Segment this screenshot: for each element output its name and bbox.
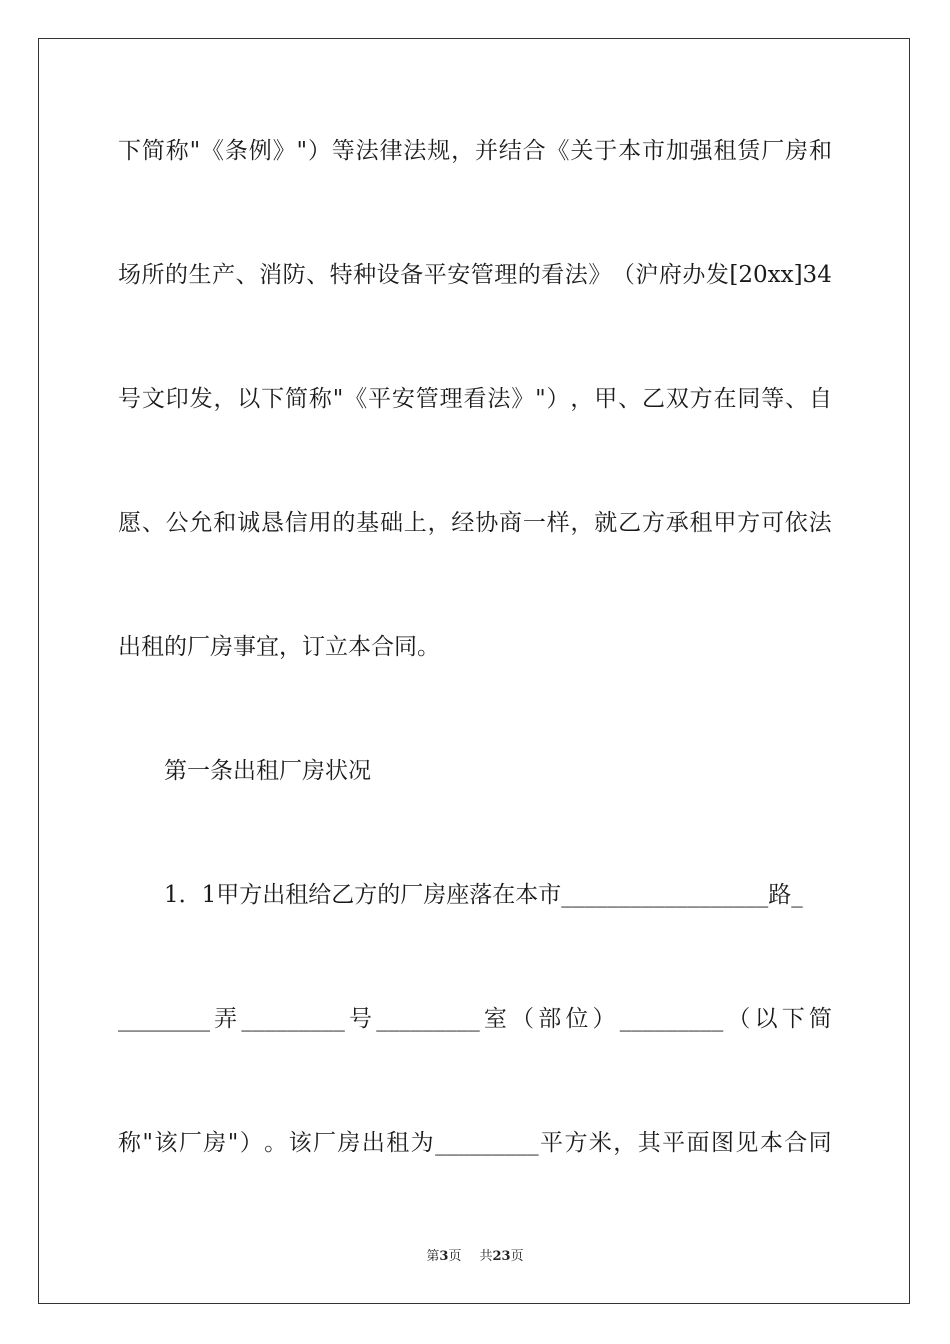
text-glyph: _________ xyxy=(241,1006,345,1032)
text-glyph: 信 xyxy=(284,510,308,536)
text-glyph: ） xyxy=(592,1006,616,1032)
text-glyph: 甲 xyxy=(594,386,618,412)
total-pages: 23 xyxy=(492,1249,511,1264)
text-glyph: 理 xyxy=(494,262,518,288)
text-glyph: 简 xyxy=(285,386,309,412)
text-glyph: 强 xyxy=(689,138,713,164)
text-glyph: 特 xyxy=(329,262,353,288)
text-glyph: 法 xyxy=(564,262,588,288)
text-glyph: （ xyxy=(611,262,635,288)
text-glyph: ） xyxy=(307,138,331,164)
text-glyph: ） xyxy=(546,386,570,412)
text-glyph: 甲 xyxy=(713,510,737,536)
text-glyph: 和 xyxy=(213,510,237,536)
text-glyph: 生 xyxy=(188,262,212,288)
text-glyph: 律 xyxy=(379,138,403,164)
text-glyph: 米 xyxy=(588,1130,612,1156)
text-glyph: 同 xyxy=(808,1130,832,1156)
text-glyph: 下 xyxy=(781,1006,805,1032)
text-glyph: 发 xyxy=(705,262,729,288)
text-glyph: 安 xyxy=(447,262,471,288)
text-glyph: 该 xyxy=(154,1130,178,1156)
text-glyph: 、 xyxy=(141,510,165,536)
text-glyph: 《 xyxy=(546,138,570,164)
text-glyph: 法 xyxy=(403,138,427,164)
text-glyph: ， xyxy=(213,386,237,412)
text-glyph: ， xyxy=(451,138,475,164)
text-glyph: （ xyxy=(511,1006,535,1032)
text-glyph: 本 xyxy=(759,1130,783,1156)
text-glyph: 方 xyxy=(689,386,713,412)
text-glyph: 》 xyxy=(272,138,296,164)
text-glyph: " xyxy=(535,386,546,412)
text-glyph: 方 xyxy=(737,510,761,536)
text-glyph: 防 xyxy=(282,262,306,288)
text-glyph: 房 xyxy=(203,1130,227,1156)
text-glyph: 简 xyxy=(808,1006,832,1032)
text-glyph: 设 xyxy=(376,262,400,288)
text-glyph: 就 xyxy=(594,510,618,536)
text-glyph: 例 xyxy=(248,138,272,164)
text-glyph: 《 xyxy=(344,386,368,412)
text-glyph: 号 xyxy=(349,1006,373,1032)
text-glyph: " xyxy=(142,1130,154,1156)
text-glyph: " xyxy=(296,138,308,164)
text-glyph: 见 xyxy=(735,1130,759,1156)
text-glyph: 关 xyxy=(570,138,594,164)
page-border xyxy=(38,38,910,1304)
text-glyph: 。 xyxy=(264,1130,288,1156)
page-footer xyxy=(0,1248,950,1266)
text-glyph: 《 xyxy=(201,138,225,164)
text-glyph: 印 xyxy=(165,386,189,412)
text-glyph: 称 xyxy=(308,386,332,412)
text-glyph: 办 xyxy=(682,262,706,288)
text-glyph: 厂 xyxy=(178,1130,202,1156)
page-suffix: 页 xyxy=(448,1249,462,1264)
text-glyph: 平 xyxy=(423,262,447,288)
text-glyph: 、 xyxy=(785,386,809,412)
text-glyph: ， xyxy=(570,510,594,536)
text-glyph: 加 xyxy=(665,138,689,164)
total-suffix: 页 xyxy=(510,1249,524,1264)
text-glyph: 恳 xyxy=(260,510,284,536)
text-glyph: 面 xyxy=(686,1130,710,1156)
text-glyph: 等 xyxy=(331,138,355,164)
text-glyph: 下 xyxy=(118,138,141,164)
text-glyph: 依 xyxy=(784,510,808,536)
text-glyph: 乙 xyxy=(618,510,642,536)
text-glyph: ________ xyxy=(118,1006,210,1032)
section-heading: 第一条出租厂房状况 xyxy=(164,758,371,784)
text-glyph: 平 xyxy=(662,1130,686,1156)
page-prefix: 第 xyxy=(426,1249,440,1264)
text-glyph: 协 xyxy=(475,510,499,536)
text-glyph: 府 xyxy=(658,262,682,288)
text-glyph: 法 xyxy=(808,510,832,536)
text-glyph: 、 xyxy=(618,386,642,412)
text-glyph: 平 xyxy=(540,1130,564,1156)
text-glyph: ， xyxy=(570,386,594,412)
text-glyph: 经 xyxy=(451,510,475,536)
text-glyph: 合 xyxy=(784,1130,808,1156)
text-glyph: 称 xyxy=(165,138,189,164)
text-glyph: 租 xyxy=(689,510,713,536)
text-glyph: 条 xyxy=(224,138,248,164)
text-glyph: 消 xyxy=(259,262,283,288)
text-glyph: [20xx]34 xyxy=(729,262,832,288)
text-glyph: 基 xyxy=(356,510,380,536)
text-glyph: _________ xyxy=(435,1130,539,1156)
body-line-4 xyxy=(118,508,832,538)
text-glyph: 并 xyxy=(474,138,498,164)
text-glyph: 承 xyxy=(665,510,689,536)
body-line-5: 出租的厂房事宜，订立本合同。 xyxy=(118,634,440,660)
body-line-3 xyxy=(118,384,832,414)
text-glyph: 发 xyxy=(189,386,213,412)
text-glyph: 管 xyxy=(415,386,439,412)
text-glyph: 合 xyxy=(522,138,546,164)
text-glyph: 规 xyxy=(427,138,451,164)
text-glyph: ， xyxy=(427,510,451,536)
text-glyph: " xyxy=(227,1130,239,1156)
text-glyph: 备 xyxy=(400,262,424,288)
text-glyph: 以 xyxy=(237,386,261,412)
text-glyph: _________ xyxy=(376,1006,480,1032)
text-glyph: 平 xyxy=(368,386,392,412)
text-glyph: 文 xyxy=(141,386,165,412)
text-glyph: _________ xyxy=(619,1006,724,1032)
text-glyph: 种 xyxy=(353,262,377,288)
text-glyph: 称 xyxy=(118,1130,141,1156)
text-glyph: 厂 xyxy=(761,138,785,164)
text-glyph: 简 xyxy=(141,138,165,164)
text-glyph: 看 xyxy=(463,386,487,412)
text-glyph: 公 xyxy=(165,510,189,536)
text-glyph: 以 xyxy=(754,1006,778,1032)
text-glyph: 号 xyxy=(118,386,141,412)
text-glyph: 在 xyxy=(713,386,737,412)
text-glyph: 图 xyxy=(710,1130,734,1156)
text-glyph: 同 xyxy=(737,386,761,412)
text-glyph: 等 xyxy=(761,386,785,412)
body-line-8 xyxy=(118,1004,832,1034)
text-glyph: 、 xyxy=(306,262,330,288)
text-glyph: 沪 xyxy=(635,262,659,288)
text-glyph: 的 xyxy=(332,510,356,536)
text-glyph: 产 xyxy=(212,262,236,288)
text-glyph: 自 xyxy=(808,386,832,412)
text-glyph: 本 xyxy=(618,138,642,164)
text-glyph: 于 xyxy=(594,138,618,164)
text-glyph: 弄 xyxy=(214,1006,238,1032)
text-glyph: 的 xyxy=(165,262,189,288)
text-glyph: 市 xyxy=(641,138,665,164)
text-glyph: 部 xyxy=(538,1006,562,1032)
text-glyph: 租 xyxy=(386,1130,410,1156)
text-glyph: 理 xyxy=(439,386,463,412)
text-glyph: 双 xyxy=(665,386,689,412)
text-glyph: 上 xyxy=(403,510,427,536)
text-glyph: 商 xyxy=(499,510,522,536)
text-glyph: 其 xyxy=(637,1130,661,1156)
text-glyph: 房 xyxy=(337,1130,361,1156)
text-glyph: 一 xyxy=(522,510,546,536)
text-glyph: 法 xyxy=(355,138,379,164)
text-glyph: 结 xyxy=(498,138,522,164)
text-glyph: 》 xyxy=(511,386,535,412)
text-glyph: 允 xyxy=(189,510,213,536)
text-glyph: 厂 xyxy=(312,1130,336,1156)
body-line-1 xyxy=(118,136,832,166)
text-glyph: 下 xyxy=(261,386,285,412)
text-glyph: 位 xyxy=(565,1006,589,1032)
body-line-7: 1．1甲方出租给乙方的厂房座落在本市__________________路_ xyxy=(164,882,803,908)
text-glyph: 为 xyxy=(410,1130,434,1156)
text-glyph: （ xyxy=(727,1006,751,1032)
text-glyph: 看 xyxy=(541,262,565,288)
text-glyph: 租 xyxy=(713,138,737,164)
body-line-2 xyxy=(118,260,832,290)
text-glyph: 法 xyxy=(487,386,511,412)
text-glyph: 房 xyxy=(785,138,809,164)
text-glyph: 管 xyxy=(470,262,494,288)
text-glyph: 安 xyxy=(391,386,415,412)
text-glyph: 样 xyxy=(546,510,570,536)
text-glyph: 用 xyxy=(308,510,332,536)
text-glyph: 和 xyxy=(808,138,832,164)
text-glyph: 愿 xyxy=(118,510,141,536)
text-glyph: ， xyxy=(613,1130,637,1156)
text-glyph: 》 xyxy=(588,262,612,288)
page-number: 3 xyxy=(439,1249,449,1264)
text-glyph: 的 xyxy=(517,262,541,288)
text-glyph: 室 xyxy=(483,1006,507,1032)
text-glyph: 方 xyxy=(564,1130,588,1156)
text-glyph: 赁 xyxy=(737,138,761,164)
text-glyph: 、 xyxy=(235,262,259,288)
text-glyph: 方 xyxy=(641,510,665,536)
text-glyph: 可 xyxy=(760,510,784,536)
text-glyph: 场 xyxy=(118,262,141,288)
total-prefix: 共 xyxy=(479,1249,493,1264)
text-glyph: 所 xyxy=(141,262,165,288)
text-glyph: 诚 xyxy=(237,510,261,536)
text-glyph: 出 xyxy=(361,1130,385,1156)
text-glyph: 乙 xyxy=(641,386,665,412)
text-glyph: 该 xyxy=(288,1130,312,1156)
text-glyph: 础 xyxy=(379,510,403,536)
text-glyph: ） xyxy=(239,1130,263,1156)
body-line-9 xyxy=(118,1128,832,1158)
text-glyph: " xyxy=(332,386,344,412)
text-glyph: " xyxy=(189,138,201,164)
